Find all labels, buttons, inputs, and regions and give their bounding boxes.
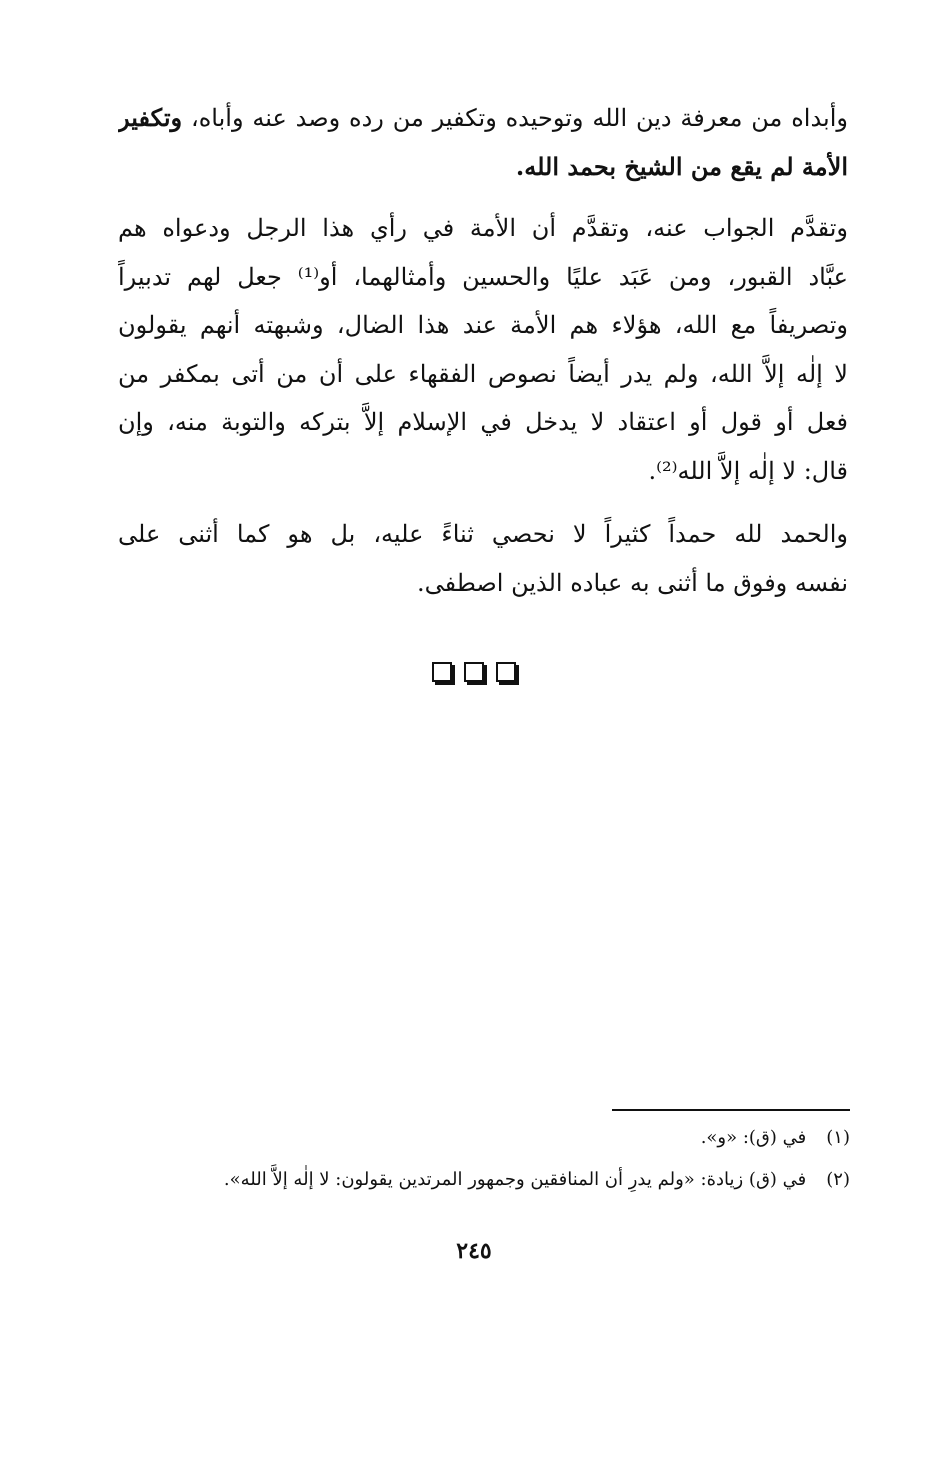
- square-ornament-icon: [432, 662, 452, 682]
- square-ornament-icon: [496, 662, 516, 682]
- footnote-2-text: في (ق) زيادة: «ولم يدرِ أن المنافقين وجمهور المرتدين يقولون: لا إلٰه إلاَّ الله».: [223, 1169, 807, 1190]
- paragraph-1: [118, 94, 848, 191]
- paragraph-2-line-4: لا إلٰه إلاَّ الله، ولم يدر أيضاً نصوص الفقهاء على أن من أتى بمكفر من: [118, 359, 848, 388]
- paragraph-2-line-6: قال: لا إلٰه إلاَّ الله⁽²⁾.: [648, 456, 848, 485]
- paragraph-1-line-2: الأمة لم يقع من الشيخ بحمد الله.: [515, 151, 848, 181]
- paragraph-1-line-1: [118, 94, 848, 143]
- paragraph-2-line-2: عبَّاد القبور، ومن عَبَد عليًا والحسين وأمثالهما، أو⁽¹⁾ جعل لهم تدبيراً: [118, 262, 848, 291]
- paragraph-3: [118, 510, 848, 607]
- square-ornament-icon: [464, 662, 484, 682]
- footnote-1-number: (١): [826, 1127, 850, 1148]
- footnote-1-text: في (ق): «و».: [700, 1127, 807, 1148]
- footnote-2-number: (٢): [826, 1169, 850, 1190]
- footnote-2: [224, 1167, 850, 1193]
- paragraph-1-line-1-text: وأبداه من معرفة دين الله وتوحيده وتكفير من رده وصد عنه وأباه،: [182, 104, 848, 132]
- paragraph-2-line-3: وتصريفاً مع الله، هؤلاء هم الأمة عند هذا الضال، وشبهته أنهم يقولون: [118, 311, 848, 339]
- footnote-divider: [612, 1109, 850, 1111]
- paragraph-2: [118, 204, 848, 495]
- paragraph-2-line-5: فعل أو قول أو اعتقاد لا يدخل في الإسلام إلاَّ بتركه والتوبة منه، وإن: [118, 408, 848, 436]
- page-number: ٢٤٥: [456, 1238, 492, 1264]
- paragraph-2-line-1: وتقدَّم الجواب عنه، وتقدَّم أن الأمة في رأي هذا الرجل ودعواه هم: [118, 214, 848, 242]
- footnote-1: [701, 1125, 850, 1151]
- paragraph-3-line-1: والحمد لله حمداً كثيراً لا نحصي ثناءً عليه، بل هو كما أثنى على: [118, 520, 848, 548]
- section-separator: [0, 662, 948, 682]
- paragraph-3-line-2: نفسه وفوق ما أثنى به عباده الذين اصطفى.: [416, 568, 848, 597]
- paragraph-1-line-1-bold-text: وتكفير: [118, 103, 183, 132]
